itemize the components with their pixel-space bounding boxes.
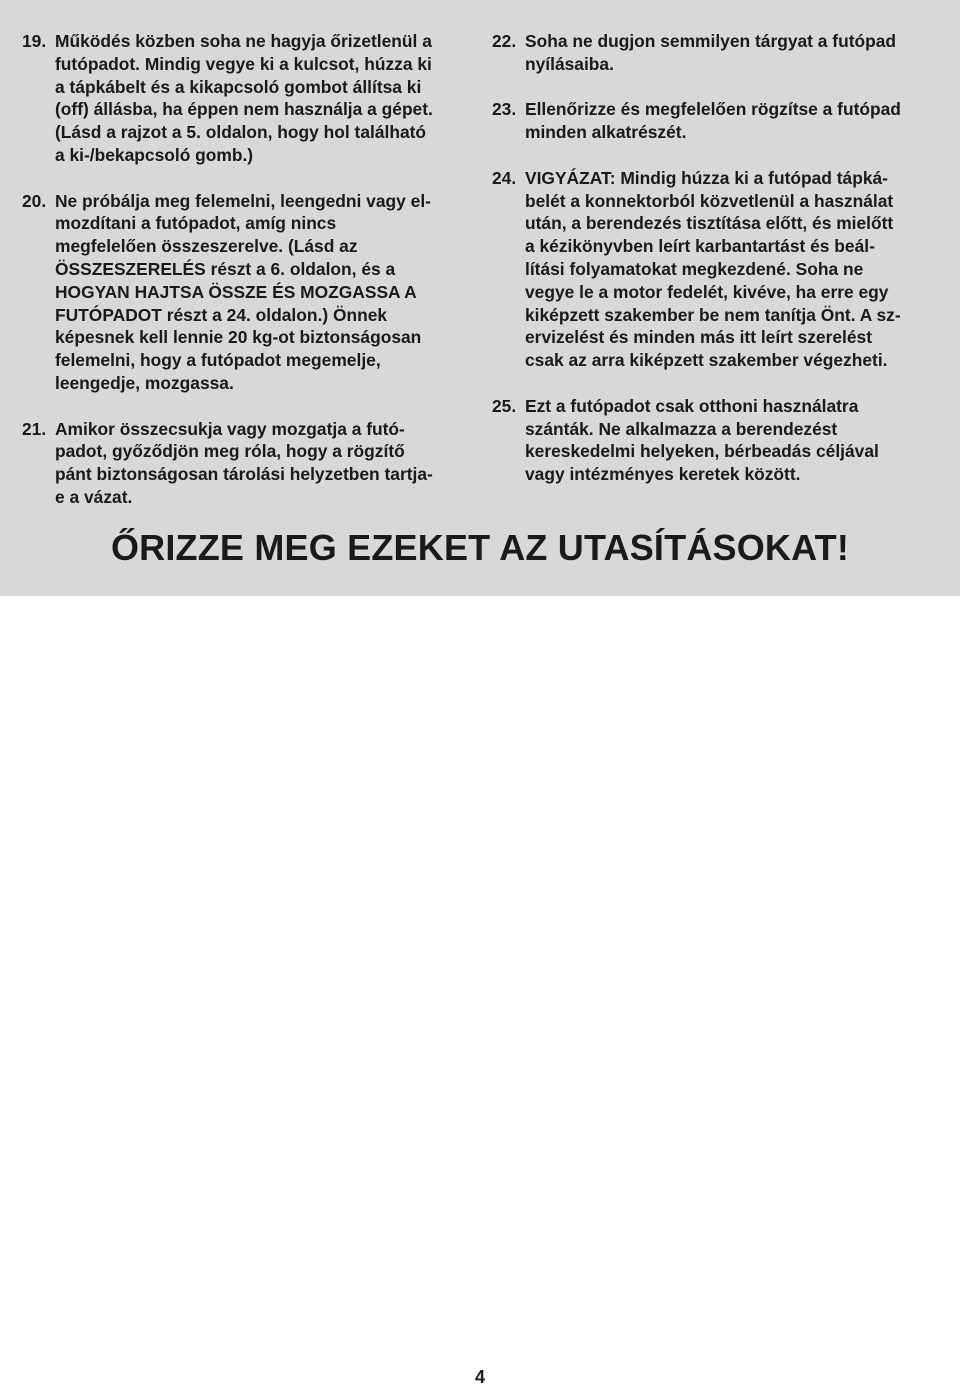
instruction-text <box>55 30 474 167</box>
instruction-line: Ezt a futópadot csak otthoni használatra <box>525 395 859 416</box>
instruction-text <box>55 190 474 395</box>
instruction-number: 24. <box>492 167 517 188</box>
instruction-item <box>492 395 942 486</box>
instruction-item <box>22 418 474 509</box>
instruction-number: 22. <box>492 31 517 51</box>
instruction-line: után, a berendezés tisztítása előtt, és mielőtt <box>525 213 894 234</box>
instruction-line: a kézikönyvben leírt karbantartást és beál- <box>525 236 875 257</box>
save-instructions-heading: ŐRIZZE MEG EZEKET AZ UTASÍTÁSOKAT! <box>110 527 850 568</box>
safety-instructions-panel <box>0 0 960 596</box>
page-number: 4 <box>474 1367 485 1387</box>
instruction-line: ÖSSZESZERELÉS részt a 6. oldalon, és a <box>55 258 396 279</box>
instruction-line: minden alkatrészét. <box>525 122 687 143</box>
instruction-line: ervizelést és minden más itt leírt szerelést <box>525 327 873 348</box>
instruction-line: megfelelően összeszerelve. (Lásd az <box>55 236 358 257</box>
instructions-column-left <box>22 30 474 532</box>
instruction-line: nyílásaiba. <box>525 53 614 74</box>
instruction-line: leengedje, mozgassa. <box>55 372 234 393</box>
instruction-line: kiképzett szakember be nem tanítja Önt. A sz- <box>525 304 901 325</box>
instruction-item <box>492 167 942 372</box>
instruction-line: Soha ne dugjon semmilyen tárgyat a futópad <box>525 31 897 51</box>
instruction-line: pánt biztonságosan tárolási helyzetben tartja- <box>55 464 433 485</box>
instruction-line: Amikor összecsukja vagy mozgatja a futó- <box>55 418 405 439</box>
instruction-item <box>22 190 474 395</box>
instruction-line: vegye le a motor fedelét, kivéve, ha erre egy <box>525 281 889 302</box>
instruction-line: (Lásd a rajzot a 5. oldalon, hogy hol található <box>55 122 427 143</box>
instruction-line: vagy intézményes keretek között. <box>525 464 801 485</box>
instruction-item <box>22 30 474 167</box>
instruction-line: FUTÓPADOT részt a 24. oldalon.) Önnek <box>55 304 388 325</box>
instruction-number: 20. <box>22 190 47 211</box>
instruction-line: szánták. Ne alkalmazza a berendezést <box>525 418 838 439</box>
instruction-line: mozdítani a futópadot, amíg nincs <box>55 213 337 234</box>
instruction-line: csak az arra kiképzett szakember végezheti. <box>525 350 888 371</box>
instruction-line: Ne próbálja meg felemelni, leengedni vagy el- <box>55 190 431 211</box>
instruction-line: Ellenőrizze és megfelelően rögzítse a futópad <box>525 99 901 120</box>
instruction-number: 19. <box>22 31 47 51</box>
instruction-line: a tápkábelt és a kikapcsoló gombot állítsa ki <box>55 76 422 97</box>
instruction-text <box>525 167 942 372</box>
instruction-line: belét a konnektorból közvetlenül a használat <box>525 190 894 211</box>
instruction-line: a ki-/bekapcsoló gomb.) <box>55 144 254 165</box>
instruction-text <box>525 30 942 76</box>
instruction-number: 21. <box>22 418 47 439</box>
instruction-line: e a vázat. <box>55 486 133 507</box>
instruction-line: képesnek kell lennie 20 kg-ot biztonságosan <box>55 327 422 348</box>
instruction-item <box>492 98 942 144</box>
instruction-line: Működés közben soha ne hagyja őrizetlenül a <box>55 31 432 51</box>
instruction-text <box>55 418 474 509</box>
instruction-line: VIGYÁZAT: Mindig húzza ki a futópad tápká- <box>525 167 888 188</box>
instruction-line: lítási folyamatokat megkezdené. Soha ne <box>525 258 864 279</box>
instruction-line: kereskedelmi helyeken, bérbeadás céljával <box>525 441 879 462</box>
instruction-line: futópadot. Mindig vegye ki a kulcsot, húzza ki <box>55 53 432 74</box>
instruction-number: 25. <box>492 395 517 416</box>
instruction-line: HOGYAN HAJTSA ÖSSZE ÉS MOZGASSA A <box>55 281 417 302</box>
instruction-text <box>525 98 942 144</box>
instruction-number: 23. <box>492 99 517 120</box>
instruction-line: padot, győződjön meg róla, hogy a rögzítő <box>55 441 405 462</box>
instruction-line: felemelni, hogy a futópadot megemelje, <box>55 350 381 371</box>
instruction-line: (off) állásba, ha éppen nem használja a gépet. <box>55 99 433 120</box>
instructions-column-right <box>492 30 942 509</box>
instruction-item <box>492 30 942 76</box>
instruction-text <box>525 395 942 486</box>
